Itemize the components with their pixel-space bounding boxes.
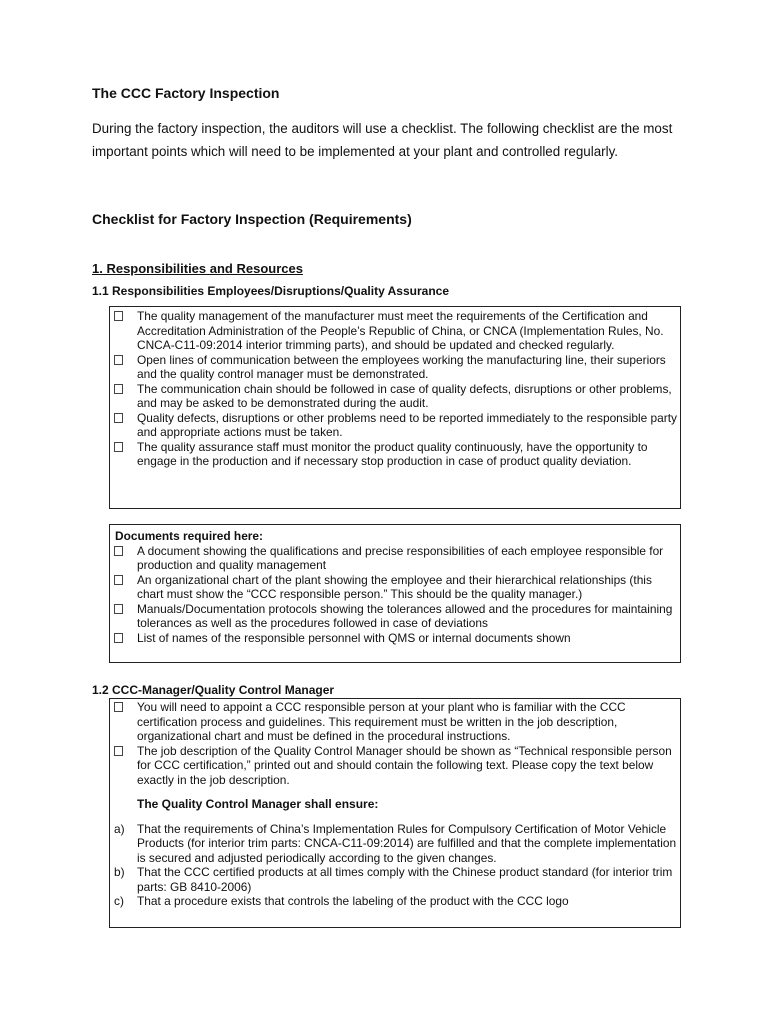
documents-required-heading: Documents required here: [115, 529, 264, 543]
documents-required-box [109, 524, 681, 663]
checkbox-icon [114, 311, 123, 321]
checklist-item: An organizational chart of the plant showing the employee and their hierarchical relationships (this chart must show the “CCC responsible person.” This should be the quality manager.) [110, 573, 680, 602]
checkbox-icon [114, 355, 123, 365]
checklist-item: The quality assurance staff must monitor the product quality continuously, have the opportunity to engage in the production and if necessary stop production in case of product quality deviation. [110, 440, 680, 469]
section-1-2-heading: 1.2 CCC-Manager/Quality Control Manager [92, 683, 335, 697]
section-1-1-heading: 1.1 Responsibilities Employees/Disruptions/Quality Assurance [92, 284, 449, 298]
ensure-item: a) That the requirements of China’s Implementation Rules for Compulsory Certification of Motor Vehicle Products (for interior trim parts: CNCA-C11-09:2014) are fulfilled and that the complete implementation is secured and adjusted periodically according to the given changes. [114, 821, 677, 865]
ensure-item: b) That the CCC certified products at all times comply with the Chinese product standard (for interior trim parts: GB 8410-2006) [114, 865, 673, 894]
checkbox-icon [114, 384, 123, 394]
checklist-item: The communication chain should be followed in case of quality defects, disruptions or other problems, and may be asked to be demonstrated during the audit. [110, 382, 680, 411]
checkbox-icon [114, 546, 123, 556]
checkbox-icon [114, 442, 123, 452]
checklist-item: Quality defects, disruptions or other problems need to be reported immediately to the responsible party and appropriate actions must be taken. [110, 411, 680, 440]
ensure-item: c) That a procedure exists that controls the labeling of the product with the CCC logo [114, 894, 569, 908]
intro-paragraph: During the factory inspection, the auditors will use a checklist. The following checklist are the most important points which will need to be implemented at your plant and controlled regularly. [92, 121, 673, 159]
checkbox-icon [114, 746, 123, 756]
checklist-item: You will need to appoint a CCC responsible person at your plant who is familiar with the CCC certification process and guidelines. This requirement must be written in the job description, organizational chart and must be defined in the procedural instructions. [110, 700, 680, 744]
responsibilities-checklist-box [109, 306, 681, 509]
section-1-heading: 1. Responsibilities and Resources [92, 261, 303, 276]
checkbox-icon [114, 413, 123, 423]
checkbox-icon [114, 604, 123, 614]
checklist-title: Checklist for Factory Inspection (Requirements) [92, 211, 412, 227]
checklist-item: Open lines of communication between the employees working the manufacturing line, their superiors and the quality control manager must be demonstrated. [110, 353, 680, 382]
checkbox-icon [114, 575, 123, 585]
checklist-item: List of names of the responsible personnel with QMS or internal documents shown [110, 631, 680, 646]
ccc-manager-checklist-box [109, 698, 681, 928]
checklist-item: A document showing the qualifications and precise responsibilities of each employee responsible for production and quality management [110, 544, 680, 573]
checklist-item: The quality management of the manufacturer must meet the requirements of the Certification and Accreditation Administration of the People’s Republic of China, or CNCA (Implementation Rules, No. CNCA-C11-09:2014 interior trimming parts), and should be updated and checked regularly. [110, 309, 680, 353]
checklist-item: The job description of the Quality Control Manager should be shown as “Technical responsible person for CCC certification,” printed out and should contain the following text. Please copy the text below exactly in the job description. [110, 744, 680, 788]
page-title: The CCC Factory Inspection [92, 85, 280, 101]
checkbox-icon [114, 702, 123, 712]
ensure-heading: The Quality Control Manager shall ensure: [137, 797, 379, 811]
checklist-item: Manuals/Documentation protocols showing the tolerances allowed and the procedures for maintaining tolerances as well as the procedures followed in case of deviations [110, 602, 680, 631]
checkbox-icon [114, 633, 123, 643]
